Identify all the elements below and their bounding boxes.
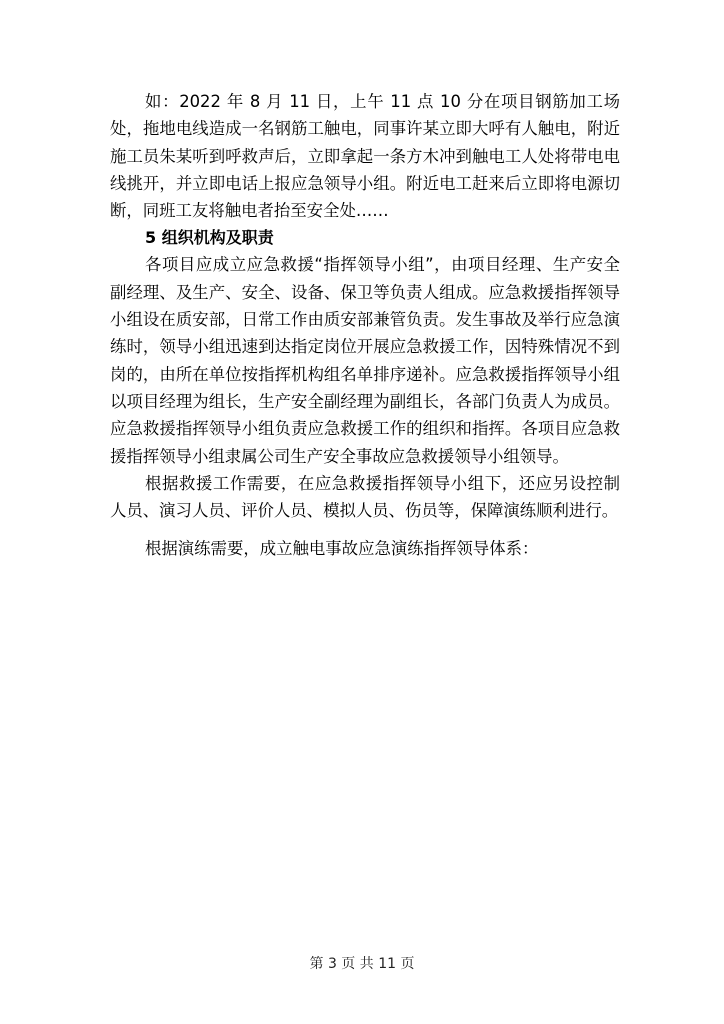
page-footer: 第 3 页 共 11 页 [309,956,415,972]
command-system-paragraph: 根据演练需要，成立触电事故应急演练指挥领导体系： [145,539,539,559]
document-body [110,88,620,563]
organization-paragraph: 各项目应成立应急救援“指挥领导小组”，由项目经理、生产安全副经理、及生产、安全、设备、保卫等负责人组成。应急救援指挥领导小组设在质安部，日常工作由质安部兼管负责。发生事故及举行应急演练时，领导小组迅速到达指定岗位开展应急救援工作，因特殊情况不到岗的，由所在单位按指挥机构组名单排序递补。应急救援指挥领导小组以项目经理为组长，生产安全副经理为副组长，各部门负责人为成员。应急救援指挥领导小组负责应急救援工作的组织和指挥。各项目应急救援指挥领导小组隶属公司生产安全事故应急救援领导小组领导。 [110,255,620,466]
incident-example-paragraph: 如：2022 年 8 月 11 日，上午 11 点 10 分在项目钢筋加工场处，拖地电线造成一名钢筋工触电，同事许某立即大呼有人触电，附近施工员朱某听到呼救声后，立即拿起一条方木冲到触电工人处将带电电线挑开，并立即电话上报应急领导小组。附近电工赶来后立即将电源切断，同班工友将触电者抬至安全处…… [110,92,620,221]
section-heading: 5 组织机构及职责 [145,228,274,248]
support-staff-paragraph: 根据救援工作需要，在应急救援指挥领导小组下，还应另设控制人员、演习人员、评价人员、模拟人员、伤员等，保障演练顺利进行。 [110,473,620,521]
paragraph-spacer [110,524,620,535]
